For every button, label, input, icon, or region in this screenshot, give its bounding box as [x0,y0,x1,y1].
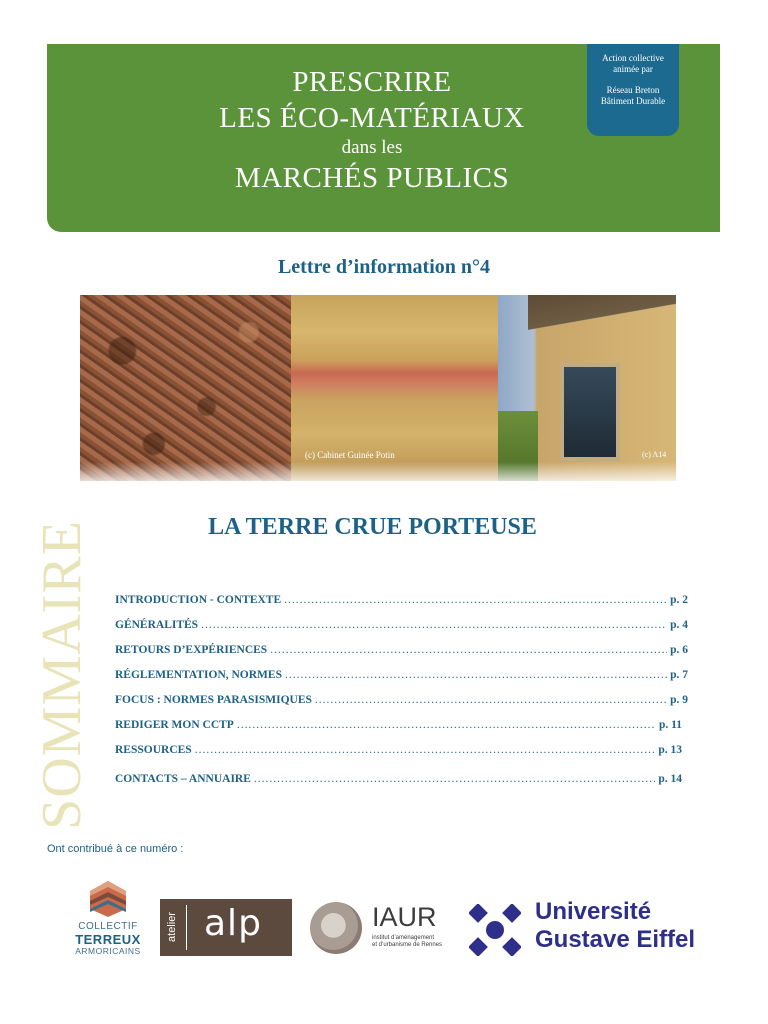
toc-entry[interactable] [115,744,682,756]
terreux-line1: COLLECTIF [78,921,138,932]
theme-title: LA TERRE CRUE PORTEUSE [208,514,537,540]
toc-entry-page: p. 7 [670,669,688,681]
iaur-subtitle-line1: institut d’aménagement [372,935,435,941]
toc-entry[interactable] [115,719,682,731]
toc-entry-label: REDIGER MON CCTP [115,719,234,731]
toc-entry-label: RÉGLEMENTATION, NORMES [115,669,282,681]
toc-entry-label: GÉNÉRALITÉS [115,619,199,631]
iaur-disc-icon [310,902,362,954]
logo-collectif-terreux-armoricains [67,877,149,957]
toc-entry-page: p. 9 [670,694,688,706]
toc-entry-label: RETOURS D’EXPÉRIENCES [115,644,268,656]
newsletter-number: Lettre d’information n°4 [277,256,491,278]
toc-entry-page: p. 2 [670,594,688,606]
iaur-subtitle [372,935,442,949]
banner-title-line2: LES ÉCO-MATÉRIAUX [219,102,525,134]
ugfe-mark-icon [469,904,521,956]
photo-earth-soil [80,295,291,481]
logo-atelier-alp [160,899,292,956]
toc-entry-page: p. 13 [658,744,682,756]
toc-entry-label: INTRODUCTION - CONTEXTE [115,594,282,606]
banner-title-line3: dans les [341,137,403,158]
toc-entry-page: p. 6 [670,644,688,656]
photo-credit-2: (c) A14 [642,450,667,459]
badge-line4: Bâtiment Durable [600,96,666,106]
banner-title-line1: PRESCRIRE [292,66,452,98]
ugfe-line1: Université [535,898,652,925]
toc-entry[interactable] [115,619,688,631]
alp-word: alp [204,903,262,944]
terreux-mark-icon [86,879,130,919]
alp-small-text: atelier [166,912,178,942]
banner-title-line4: MARCHÉS PUBLICS [234,162,510,194]
collective-action-badge [587,44,679,136]
toc-entry-page: p. 4 [670,619,688,631]
iaur-word: IAUR [372,902,437,932]
toc-entry-label: FOCUS : NORMES PARASISMIQUES [115,694,312,706]
terreux-line2: TERREUX [75,932,141,947]
toc-entry[interactable] [115,694,688,706]
toc-entry[interactable] [115,773,682,785]
toc-entry-page: p. 14 [658,773,682,785]
toc-entry-label: CONTACTS – ANNUAIRE [115,773,251,785]
toc-entry-page: p. 11 [658,719,682,731]
terreux-line3: ARMORICAINS [75,946,141,956]
badge-line3: Réseau Breton [606,85,660,95]
toc-entry[interactable] [115,594,688,606]
iaur-subtitle-line2: et d’urbanisme de Rennes [372,942,443,948]
toc-entry[interactable] [115,669,688,681]
photo-credit: (c) Cabinet Guinée Potin [305,450,395,460]
contributors-label: Ont contribué à ce numéro : [47,843,184,855]
logo-universite-gustave-eiffel [469,898,725,960]
summary-side-title: SOMMAIRE [31,520,93,830]
badge-line2: animée par [613,64,653,74]
badge-line1: Action collective [602,53,664,63]
toc-entry-label: RESSOURCES [115,744,192,756]
ugfe-line2: Gustave Eiffel [535,926,696,953]
toc-entry[interactable] [115,644,688,656]
logo-iaur [310,900,455,956]
